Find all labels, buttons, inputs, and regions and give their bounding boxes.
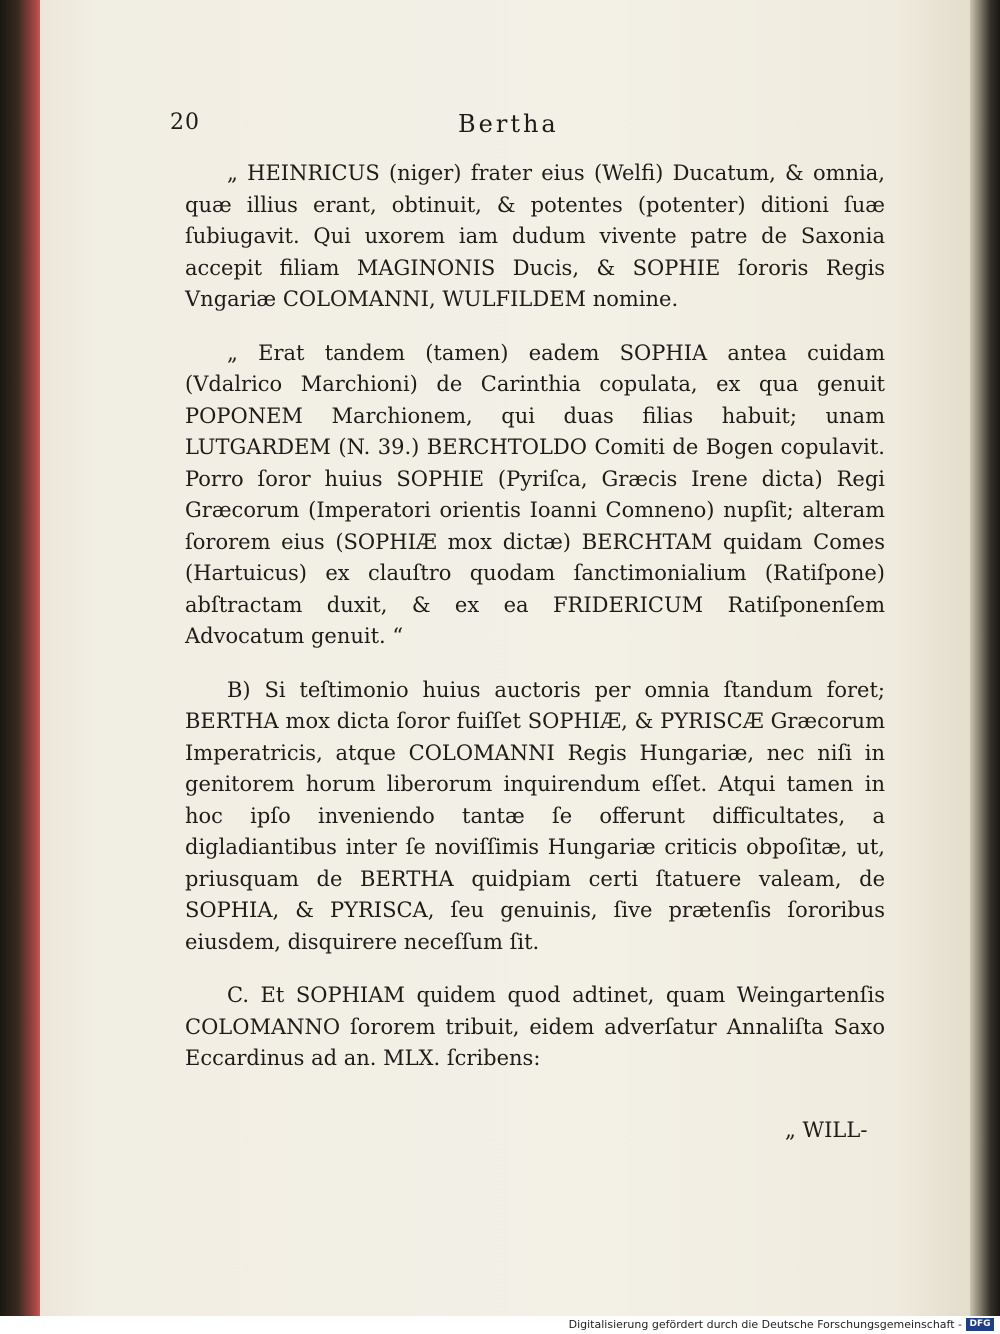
- running-title: Bertha: [458, 110, 559, 138]
- paragraph-c: C. Et SOPHIAM quidem quod adtinet, quam Weingartenſis COLOMANNO ſororem tribuit, eidem adverſatur Annaliſta Saxo Eccardinus ad an. MLX. ſcribens:: [185, 983, 885, 1070]
- catchword: „ WILL-: [785, 1118, 868, 1142]
- dfg-logo: DFG: [966, 1318, 994, 1331]
- paragraph-sophia: „ Erat tandem (tamen) eadem SOPHIA antea cuidam (Vdalrico Marchioni) de Carinthia copulata, ex qua genuit POPONEM Marchionem, qui duas filias habuit; unam LUTGARDEM (N. 39.) BERCHTOLDO Comiti de Bogen copulavit. Porro ſoror huius SOPHIE (Pyriſca, Græcis Irene dicta) Regi Græcorum (Imperatori orientis Ioanni Comneno) nupſit; alteram ſororem eius (SOPHIÆ mox dictæ) BERCHTAM quidam Comes (Hartuicus) ex clauſtro quodam ſanctimonialium (Ratiſpone) abſtractam duxit, & ex ea FRIDERICUM Ratiſponenſem Advocatum genuit. “: [185, 340, 885, 648]
- page-number: 20: [170, 110, 200, 135]
- page-header: [40, 110, 970, 146]
- page-edge: [968, 0, 1000, 1316]
- book-page: [40, 0, 970, 1316]
- funding-credit: Digitalisierung gefördert durch die Deutsche Forschungsgemeinschaft -: [568, 1318, 962, 1331]
- paragraph-heinricus: „ HEINRICUS (niger) frater eius (Welfi) Ducatum, & omnia, quæ illius erant, obtinuit, & potentes (potenter) ditioni ſuæ ſubiugavit. Qui uxorem iam dudum vivente patre de Saxonia accepit filiam MAGINONIS Ducis, & SOPHIE ſororis Regis Vngariæ COLOMANNI, WULFILDEM nomine.: [185, 161, 885, 311]
- book-binding-edge: [0, 0, 40, 1334]
- paragraph-b: B) Si teſtimonio huius auctoris per omnia ſtandum foret; BERTHA mox dicta ſoror fuiſſet SOPHIÆ, & PYRISCÆ Græcorum Imperatricis, atque COLOMANNI Regis Hungariæ, nec niſi in genitorem horum liberorum inquirendum eſſet. Atqui tamen in hoc ipſo inveniendo tantæ ſe offerunt difficultates, a digladiantibus inter ſe noviſſimis Hungariæ criticis obpoſitæ, ut, priusquam de BERTHA quidpiam certi ſtatuere valeam, de SOPHIA, & PYRISCA, ſeu genuinis, ſive prætenſis ſororibus eiusdem, disquirere neceſſum ſit.: [185, 677, 885, 954]
- page-body: [185, 158, 885, 1075]
